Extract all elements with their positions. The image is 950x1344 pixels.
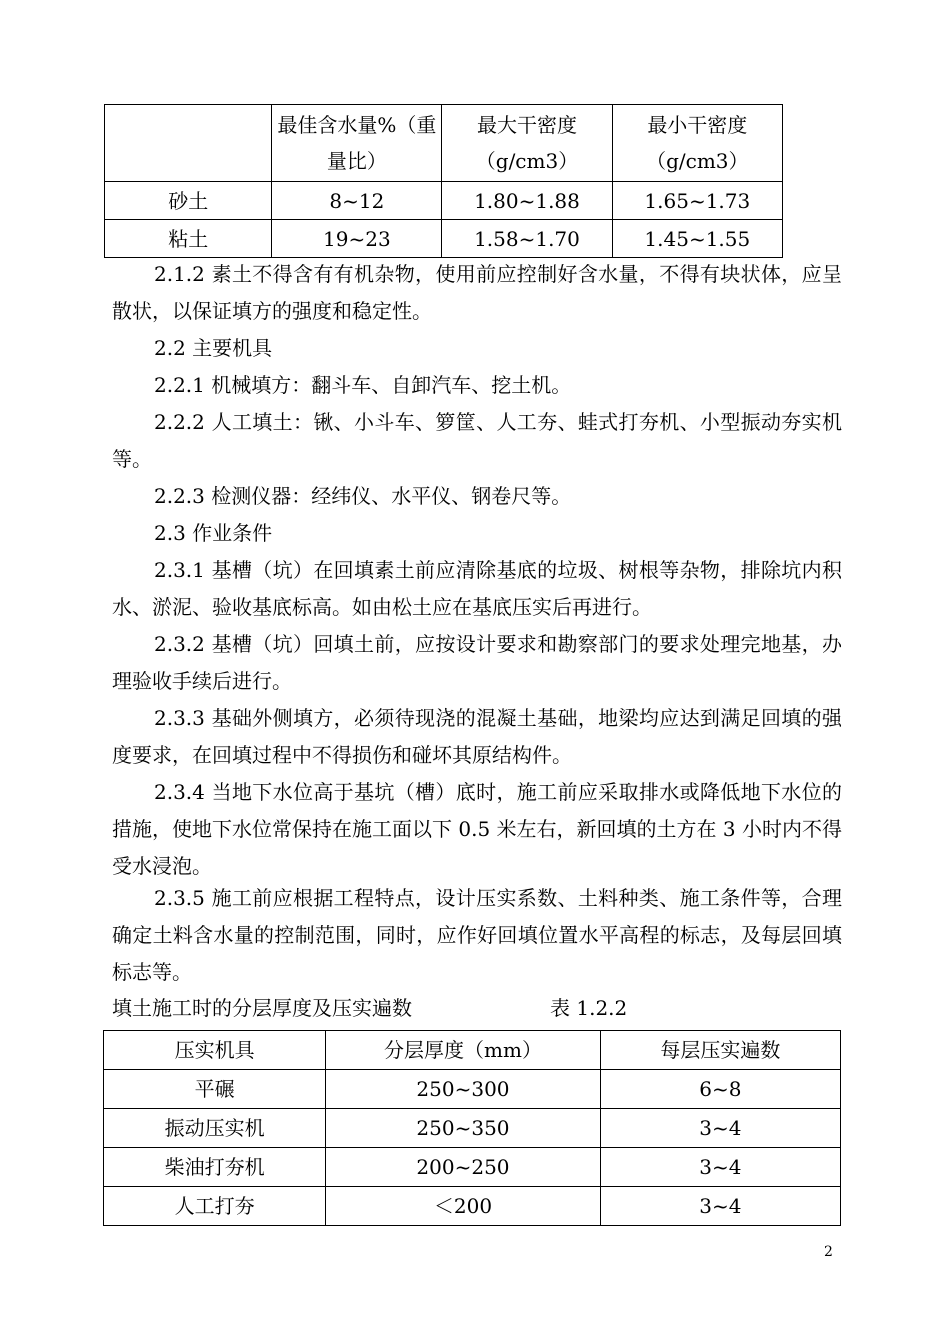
- table-caption-title: 填土施工时的分层厚度及压实遍数: [112, 996, 412, 1020]
- paragraph: 2.3.1 基槽（坑）在回填素土前应清除基底的垃圾、树根等杂物，排除坑内积水、淤泥、验收基底标高。如由松土应在基底压实后再进行。: [112, 558, 842, 619]
- table-header-row: [104, 1031, 841, 1070]
- header-cell: [105, 105, 272, 182]
- paragraph: 2.1.2 素土不得含有有机杂物，使用前应控制好含水量，不得有块状体，应呈散状，以保证填方的强度和稳定性。: [112, 262, 842, 323]
- table-cell: 平碾: [104, 1070, 326, 1109]
- header-cell: 最大干密度（g/cm3）: [442, 105, 612, 182]
- table-caption-number: 表 1.2.2: [550, 996, 628, 1020]
- table-cell: 250~350: [326, 1109, 600, 1148]
- compaction-table: [103, 1030, 841, 1226]
- table-cell: 振动压实机: [104, 1109, 326, 1148]
- header-cell: 分层厚度（mm）: [326, 1031, 600, 1070]
- table-cell: 19~23: [272, 220, 442, 258]
- table-cell: 200~250: [326, 1148, 600, 1187]
- table-row: [104, 1148, 841, 1187]
- section-heading: 2.2 主要机具: [154, 336, 273, 360]
- table-cell: 250~300: [326, 1070, 600, 1109]
- table-cell: 3~4: [600, 1187, 840, 1226]
- table-cell: 柴油打夯机: [104, 1148, 326, 1187]
- table-cell: 1.58~1.70: [442, 220, 612, 258]
- paragraph: 2.3.4 当地下水位高于基坑（槽）底时，施工前应采取排水或降低地下水位的措施，使地下水位常保持在施工面以下 0.5 米左右，新回填的土方在 3 小时内不得受水浸泡。: [112, 780, 842, 878]
- header-cell: 最佳含水量%（重量比）: [272, 105, 442, 182]
- table-cell: 1.65~1.73: [612, 182, 782, 220]
- table-cell: 3~4: [600, 1109, 840, 1148]
- table-cell: 1.80~1.88: [442, 182, 612, 220]
- table-row: [105, 220, 783, 258]
- table-row: [105, 182, 783, 220]
- page-number: 2: [824, 1244, 833, 1260]
- table-caption: [112, 990, 628, 1027]
- paragraph: 2.2.1 机械填方：翻斗车、自卸汽车、挖土机。: [154, 373, 572, 397]
- table-cell: 粘土: [105, 220, 272, 258]
- section-heading: 2.3 作业条件: [154, 521, 273, 545]
- paragraph: 2.3.3 基础外侧填方，必须待现浇的混凝土基础，地梁均应达到满足回填的强度要求，在回填过程中不得损伤和碰坏其原结构件。: [112, 706, 842, 767]
- paragraph: 2.2.3 检测仪器：经纬仪、水平仪、钢卷尺等。: [154, 484, 572, 508]
- table-cell: 6~8: [600, 1070, 840, 1109]
- table-cell: 砂土: [105, 182, 272, 220]
- paragraph: 2.3.5 施工前应根据工程特点，设计压实系数、土料种类、施工条件等，合理确定土料含水量的控制范围，同时，应作好回填位置水平高程的标志，及每层回填标志等。: [112, 886, 842, 984]
- table-cell: ＜200: [326, 1187, 600, 1226]
- table-header-row: [105, 105, 783, 182]
- table-row: [104, 1109, 841, 1148]
- paragraph: 2.3.2 基槽（坑）回填土前，应按设计要求和勘察部门的要求处理完地基，办理验收手续后进行。: [112, 632, 842, 693]
- table-cell: 8~12: [272, 182, 442, 220]
- table-cell: 3~4: [600, 1148, 840, 1187]
- header-cell: 每层压实遍数: [600, 1031, 840, 1070]
- table-cell: 1.45~1.55: [612, 220, 782, 258]
- soil-density-table: [104, 104, 783, 258]
- paragraph: 2.2.2 人工填土：锹、小斗车、箩筐、人工夯、蛙式打夯机、小型振动夯实机等。: [112, 410, 842, 471]
- table-row: [104, 1187, 841, 1226]
- header-cell: 压实机具: [104, 1031, 326, 1070]
- table-row: [104, 1070, 841, 1109]
- table-cell: 人工打夯: [104, 1187, 326, 1226]
- header-cell: 最小干密度（g/cm3）: [612, 105, 782, 182]
